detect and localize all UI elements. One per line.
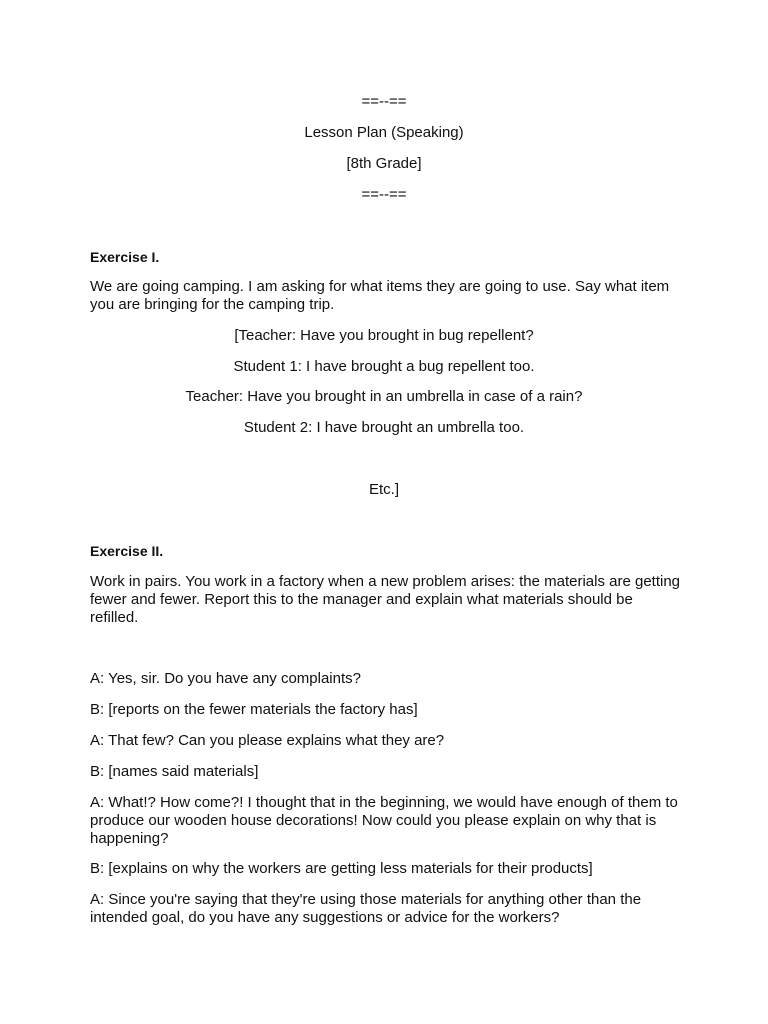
exercise-1-dialogue-line: Teacher: Have you brought in an umbrella in case of a rain?	[185, 388, 583, 405]
header-divider-top: ==--==	[361, 93, 407, 110]
exercise-2-instructions: Work in pairs. You work in a factory when a new problem arises: the materials are getting fewer and fewer. Report this to the manager and explain what materials should be refilled.	[90, 573, 681, 626]
document-title: Lesson Plan (Speaking)	[304, 124, 464, 141]
header-divider-bottom: ==--==	[361, 186, 407, 203]
exercise-2-heading: Exercise II.	[90, 543, 164, 559]
exercise-2-dialogue-line: B: [explains on why the workers are getting less materials for their products]	[90, 860, 593, 877]
exercise-1-instructions: We are going camping. I am asking for what items they are going to use. Say what item you are bringing for the camping trip.	[90, 278, 670, 313]
exercise-2-dialogue-line: B: [names said materials]	[90, 763, 259, 780]
exercise-2-dialogue-line: A: What!? How come?! I thought that in the beginning, we would have enough of them to produce our wooden house decorations! Now could you please explain on why that is happening?	[90, 794, 678, 847]
exercise-2-dialogue-line: B: [reports on the fewer materials the factory has]	[90, 701, 418, 718]
exercise-2-dialogue-line: A: Since you're saying that they're using those materials for anything other than the intended goal, do you have any suggestions or advice for the workers?	[90, 891, 642, 926]
exercise-1-dialogue-line: [Teacher: Have you brought in bug repellent?	[234, 327, 534, 344]
exercise-1-heading: Exercise I.	[90, 249, 160, 265]
exercise-2-dialogue-line: A: Yes, sir. Do you have any complaints?	[90, 670, 361, 687]
exercise-1-dialogue-line: Student 1: I have brought a bug repellent too.	[233, 358, 535, 375]
grade-label: [8th Grade]	[346, 155, 422, 172]
exercise-1-ending: Etc.]	[368, 481, 399, 498]
exercise-2-dialogue-line: A: That few? Can you please explains what they are?	[90, 732, 445, 749]
exercise-1-dialogue-line: Student 2: I have brought an umbrella too.	[243, 419, 525, 436]
